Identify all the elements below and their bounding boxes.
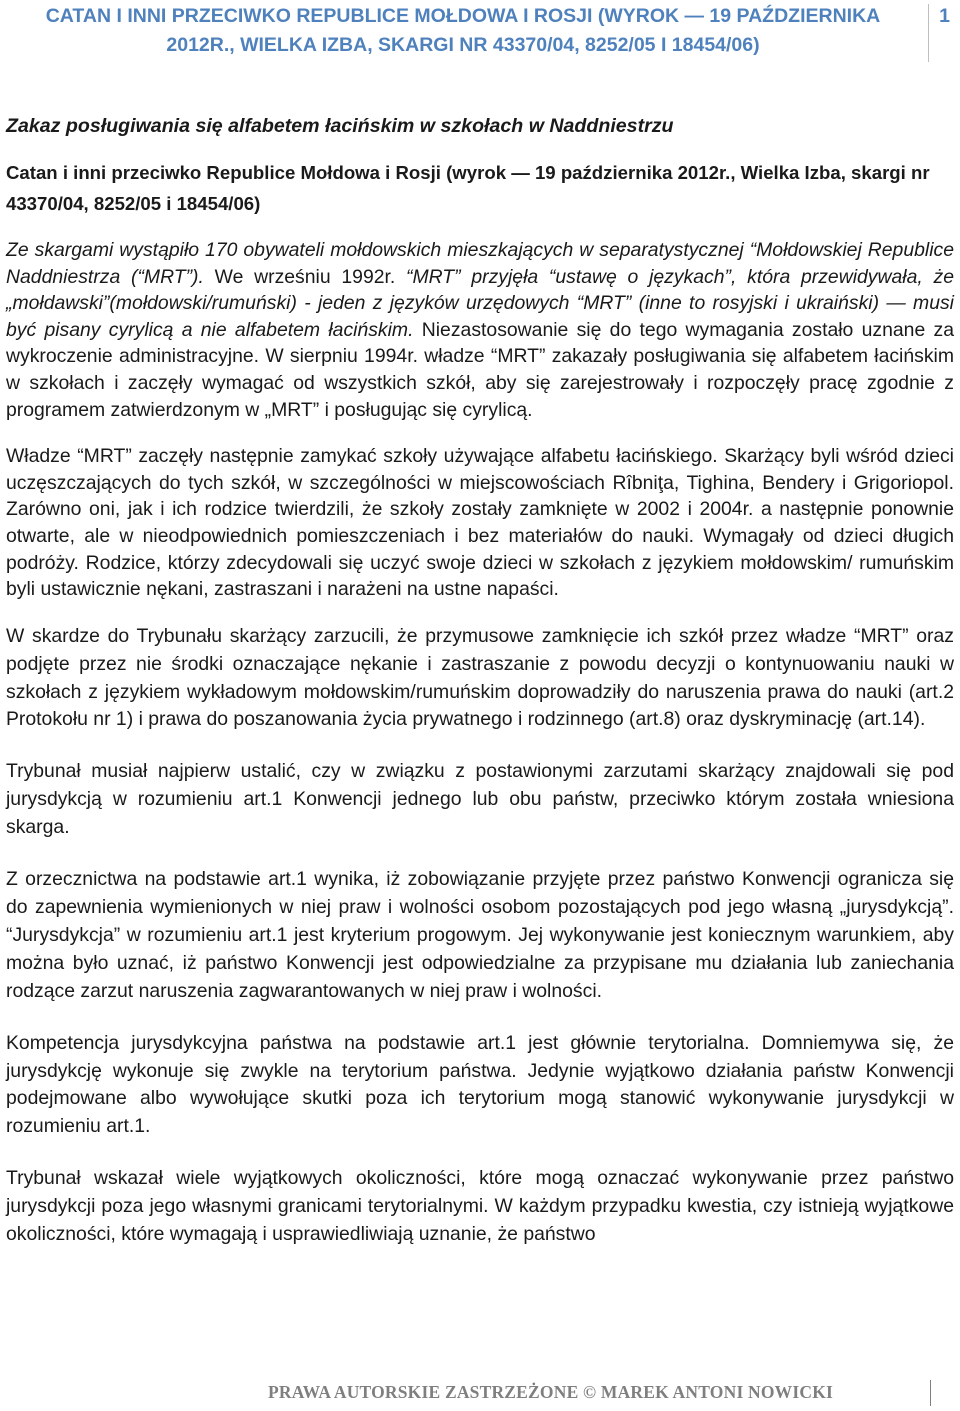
paragraph-territorial: Kompetencja jurysdykcyjna państwa na podstawie art.1 jest głównie terytorialna. Domniemywa się, że jurysdykcję wykonuje się zwykle na terytorium państwa. Jedynie wyjątkowo działania państw Konwencji podejmowane albo wywołujące skutki poza ich terytorium mogą stanowić wykonywanie jurysdykcji w rozumieniu art.1. xyxy=(6,1031,954,1138)
document-body xyxy=(6,112,954,1273)
paragraph-facts-1-intro: Ze skargami wystąpiło 170 obywateli mołdowskich mieszkających w separatystycznej “Mołdowskiej Republice Naddniestrza (“MRT”). xyxy=(6,239,954,288)
paragraph-jurisdiction-question: Trybunał musiał najpierw ustalić, czy w związku z postawionymi zarzutami skarżący znajdowali się pod jurysdykcją w rozumieniu art.1 Konwencji jednego lub obu państw, przeciwko którym została wniesiona skarga. xyxy=(6,760,954,839)
running-header-line-1: CATAN I INNI PRZECIWKO REPUBLICE MOŁDOWA I ROSJI (WYROK — 19 PAŹDZIERNIKA xyxy=(45,5,881,27)
page-number: 1 xyxy=(939,5,950,27)
running-header-line-2: 2012R., WIELKA IZBA, SKARGI NR 43370/04, 8252/05 I 18454/06) xyxy=(166,34,760,56)
paragraph-facts-1-rest: Niezastosowanie się do tego wymagania zostało uznane za wykroczenie administracyjne. W sierpniu 1994r. władze “MRT” zakazały posługiwania się alfabetem łacińskim w szkołach i zaczęły wymagać od wszystkich szkół, aby się zarejestrowały i rozpoczęły pracę zgodnie z programem zatwierdzonym w „MRT” i posługując się cyrylicą. xyxy=(6,318,954,421)
topic-heading: Zakaz posługiwania się alfabetem łacińskim w szkołach w Naddniestrzu xyxy=(6,115,674,137)
paragraph-facts-2: Władze “MRT” zaczęły następnie zamykać szkoły używające alfabetu łacińskiego. Skarżący byli wśród dzieci uczęszczających do tych szkół, w szczególności w miejscowościach Rîbniţa, Tighina, Bendery i Grigoriopol. Zarówno oni, jak i ich rodzice twierdzili, że szkoły zostały zamknięte w 2002 i 2004r. a następnie ponownie otwarte, ale w nieodpowiednich pomieszczeniach i bez materiałów do nauki. Wymagały od dzieci długich podróży. Rodzice, którzy zdecydowali się uczyć swoje dzieci w szkołach z językiem mołdowskim/ rumuńskim byli ustawicznie nękani, zastraszani i narażeni na ustne napaści. xyxy=(6,445,954,601)
paragraph-facts-1-law: “MRT” przyjęła “ustawę o językach”, która przewidywała, że „mołdawski”(mołdowski/rumuński) - jeden z języków urzędowych “MRT” (inne to rosyjski i ukraiński) — musi być pisany cyrylicą a nie alfabetem łacińskim. xyxy=(6,265,954,341)
copyright-footer: PRAWA AUTORSKIE ZASTRZEŻONE © MAREK ANTONI NOWICKI xyxy=(268,1382,834,1402)
paragraph-facts-1 xyxy=(6,237,954,423)
footer-divider xyxy=(930,1380,931,1406)
paragraph-case-law: Z orzecznictwa na podstawie art.1 wynika, iż zobowiązanie przyjęte przez państwo Konwencji ogranicza się do zapewnienia wymienionych w niej praw i wolności osobom pozostających pod jego własną „jurysdykcją”. “Jurysdykcja” w rozumieniu art.1 jest kryterium progowym. Jej wykonywanie jest koniecznym warunkiem, aby można było uznać, iż państwo Konwencji jest odpowiedzialne za przypisane mu działania lub zaniechania rodzące zarzut naruszenia zagwarantowanych w niej praw i wolności. xyxy=(6,868,954,1002)
paragraph-facts-1-date: We wrześniu 1992r. xyxy=(203,265,396,288)
paragraph-complaint: W skardze do Trybunału skarżący zarzucili, że przymusowe zamknięcie ich szkół przez władze “MRT” oraz podjęte przez nie środki oznaczające nękanie i zastraszanie z powodu decyzji o kontynuowaniu nauki w szkołach z językiem wykładowym mołdowskim/rumuńskim doprowadziły do naruszenia prawa do nauki (art.2 Protokołu nr 1) i prawa do poszanowania życia prywatnego i rodzinnego (art.8) oraz dyskryminację (art.14). xyxy=(6,624,954,731)
paragraph-exceptions: Trybunał wskazał wiele wyjątkowych okoliczności, które mogą oznaczać wykonywanie przez państwo jurysdykcji poza jego własnymi granicami terytorialnymi. W każdym przypadku kwestia, czy istnieją wyjątkowe okoliczności, które wymagają i usprawiedliwiają uznanie, że państwo xyxy=(6,1167,954,1246)
header-divider xyxy=(928,4,929,62)
case-title: Catan i inni przeciwko Republice Mołdowa i Rosji (wyrok — 19 października 2012r., Wielka Izba, skargi nr 43370/04, 8252/05 i 18454/06) xyxy=(6,162,930,214)
running-header xyxy=(6,2,920,60)
